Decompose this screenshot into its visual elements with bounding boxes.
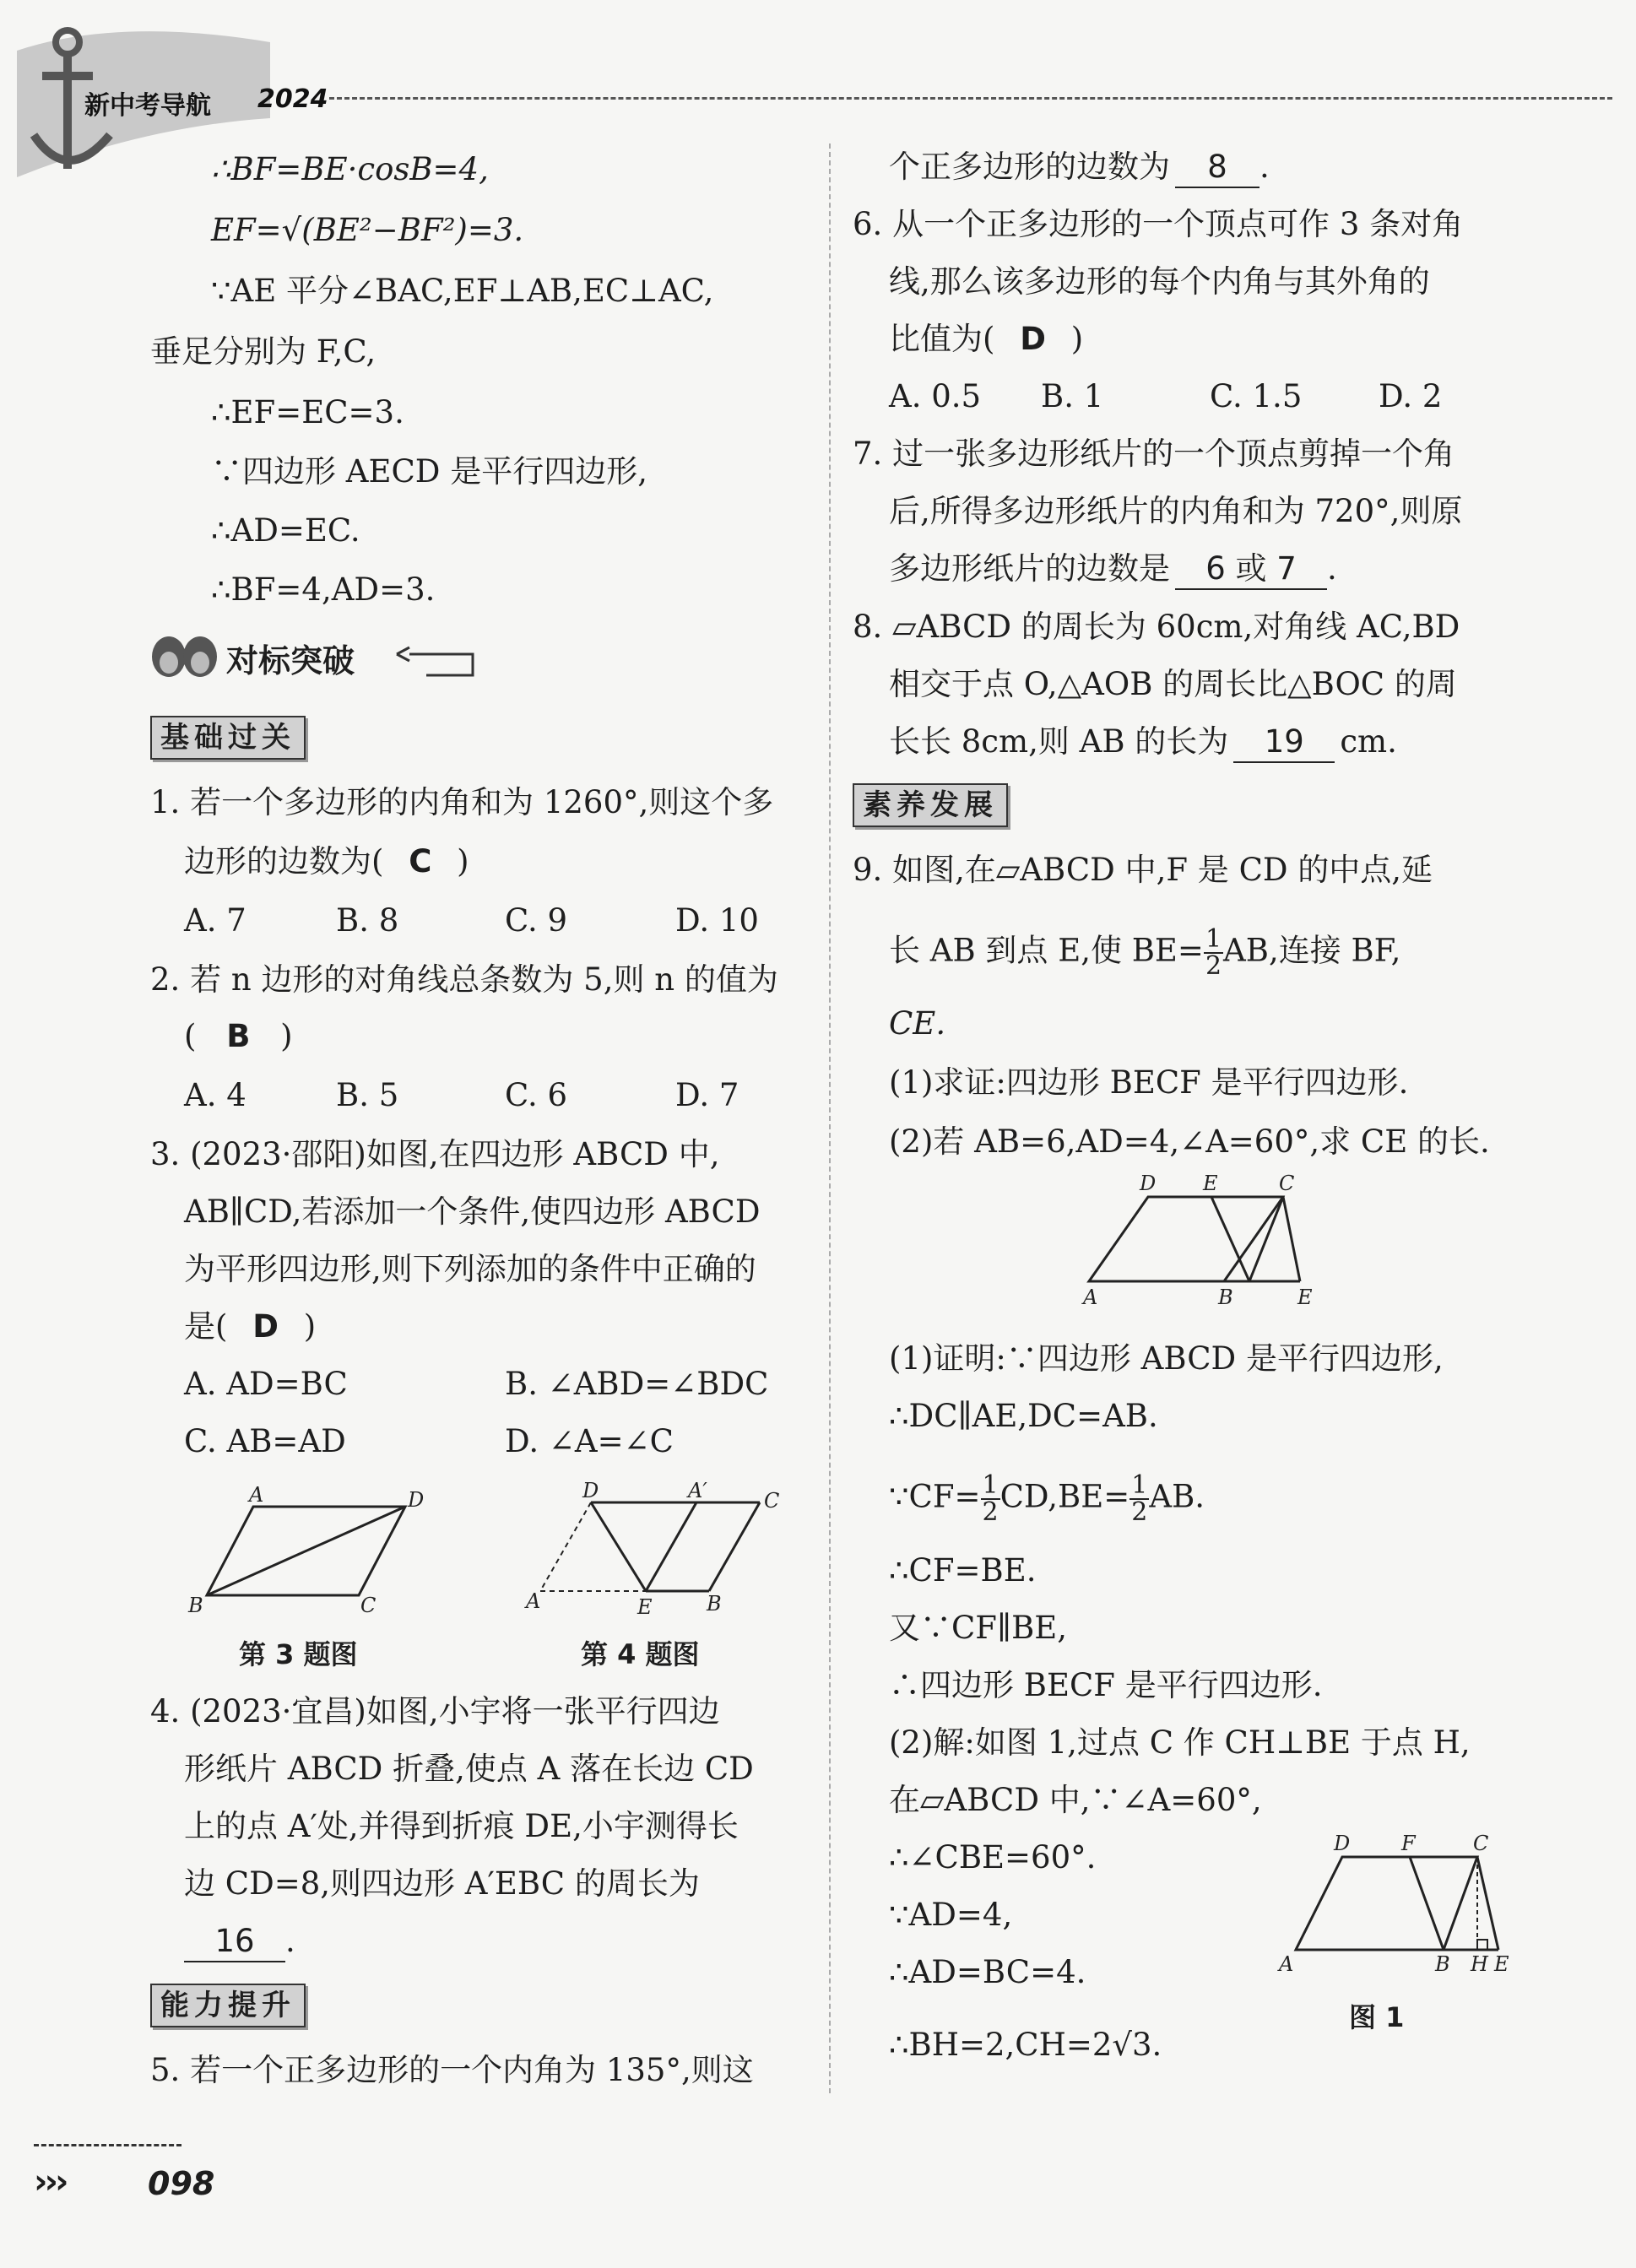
fig3-label: D	[408, 1488, 425, 1512]
page-number: 098	[148, 2165, 215, 2202]
q6-option: D. 2	[1379, 378, 1443, 414]
q5-stem	[889, 148, 1270, 188]
q7-answer: 6 或 7	[1175, 549, 1327, 590]
q4-end: .	[285, 1923, 295, 1959]
fig4-label: E	[637, 1595, 653, 1619]
fig4-label: D	[582, 1479, 599, 1502]
q6-stem	[889, 320, 1083, 359]
fig4-label: A′	[688, 1479, 707, 1502]
fig1-label: A	[1279, 1952, 1294, 1975]
sol-text: CD,BE=	[999, 1478, 1130, 1515]
q8-stem: 8. ▱ABCD 的周长为 60cm,对角线 AC,BD	[853, 609, 1460, 645]
q1-stem	[184, 842, 469, 881]
book-year: 2024	[257, 84, 328, 114]
q6-option: C. 1.5	[1210, 378, 1303, 414]
q4-answer-line	[184, 1922, 295, 1962]
q3-option: D. ∠A=∠C	[505, 1423, 674, 1459]
q5-stem-text: 个正多边形的边数为	[889, 149, 1170, 185]
q3-stem: AB∥CD,若添加一个条件,使四边形 ABCD	[184, 1194, 761, 1230]
q9-stem	[889, 924, 1401, 981]
solution-line: ∴CF=BE.	[889, 1552, 1037, 1589]
q5-end: .	[1260, 149, 1270, 185]
q2-stem: 2. 若 n 边形的对角线总条数为 5,则 n 的值为	[150, 961, 778, 998]
q9-stem: 9. 如图,在▱ABCD 中,F 是 CD 的中点,延	[853, 852, 1433, 888]
fig1-label: B	[1435, 1952, 1450, 1975]
q6-close: )	[1070, 321, 1084, 357]
binoculars-icon	[148, 625, 224, 684]
q2-option: A. 4	[184, 1077, 246, 1113]
solution-line: 又∵CF∥BE,	[889, 1610, 1068, 1646]
q1-option: A. 7	[184, 902, 246, 939]
solution-line: ∴BH=2,CH=2√3.	[889, 2027, 1162, 2063]
text-line: ∴AD=EC.	[211, 512, 360, 549]
fig1-label: D	[1334, 1832, 1351, 1855]
fig9-label: D	[1140, 1173, 1157, 1195]
q3-option: A. AD=BC	[184, 1366, 348, 1402]
q3-answer: D	[252, 1308, 279, 1345]
text-line: ∵四边形 AECD 是平行四边形,	[211, 453, 647, 490]
fig1-label: E	[1494, 1952, 1509, 1975]
fig9-label: A	[1083, 1286, 1098, 1309]
fig1-label: F	[1401, 1832, 1416, 1855]
q4-stem: 上的点 A′处,并得到折痕 DE,小宇测得长	[184, 1808, 739, 1844]
tag-basic: 基础过关	[150, 716, 306, 760]
fraction-half	[1204, 924, 1223, 981]
solution-line: ∴AD=BC=4.	[889, 1954, 1086, 1990]
frac-num: 1	[1205, 924, 1222, 954]
fraction-half	[981, 1470, 1000, 1527]
fig3-caption: 第 3 题图	[239, 1638, 358, 1670]
q5-stem: 5. 若一个正多边形的一个内角为 135°,则这	[150, 2052, 754, 2088]
q7-stem: 7. 过一张多边形纸片的一个顶点剪掉一个角	[853, 436, 1455, 472]
figure-q4	[519, 1477, 789, 1621]
q7-stem	[889, 549, 1337, 590]
q9-stem-text: AB,连接 BF,	[1223, 932, 1401, 969]
arrow-bracket-icon	[393, 637, 477, 679]
text-line: EF=√(BE²−BF²)=3.	[211, 212, 524, 248]
text-line: 垂足分别为 F,C,	[150, 333, 376, 370]
fig9-label: E	[1203, 1173, 1218, 1195]
text-line: ∴BF=BE·cosB=4,	[211, 151, 489, 187]
text-line: ∴EF=EC=3.	[211, 394, 404, 430]
fig4-label: C	[764, 1489, 780, 1513]
q1-close: )	[457, 843, 469, 880]
q2-option: D. 7	[675, 1077, 739, 1113]
solution-line: 在▱ABCD 中,∵∠A=60°,	[889, 1782, 1262, 1818]
q8-stem: 相交于点 O,△AOB 的周长比△BOC 的周	[889, 666, 1457, 702]
q7-stem: 后,所得多边形纸片的内角和为 720°,则原	[889, 493, 1463, 529]
q2-stem	[184, 1017, 293, 1056]
q3-option: C. AB=AD	[184, 1423, 346, 1459]
q2-answer: B	[226, 1018, 251, 1054]
q8-stem	[889, 723, 1397, 763]
q9-part2: (2)若 AB=6,AD=4,∠A=60°,求 CE 的长.	[889, 1123, 1490, 1160]
solution-line: (1)证明:∵四边形 ABCD 是平行四边形,	[889, 1340, 1444, 1377]
fig4-caption: 第 4 题图	[581, 1638, 700, 1670]
q8-end: cm.	[1340, 723, 1397, 760]
sol-text: AB.	[1149, 1478, 1205, 1515]
q3-stem	[184, 1307, 316, 1346]
q6-option: A. 0.5	[889, 378, 982, 414]
q8-answer: 19	[1233, 723, 1335, 763]
frac-den: 2	[1205, 951, 1222, 981]
tag-ability: 能力提升	[150, 1984, 306, 2027]
q1-option: C. 9	[505, 902, 568, 939]
q6-answer: D	[1020, 321, 1046, 357]
column-divider	[829, 143, 831, 2093]
solution-line: ∴四边形 BECF 是平行四边形.	[889, 1667, 1323, 1703]
frac-num: 1	[982, 1470, 999, 1500]
q3-option: B. ∠ABD=∠BDC	[505, 1366, 769, 1402]
q3-stem-text: 是(	[184, 1308, 228, 1345]
fig1-label: H	[1471, 1952, 1488, 1975]
frac-den: 2	[982, 1497, 999, 1527]
q6-option: B. 1	[1041, 378, 1104, 414]
footer-dashes	[34, 2144, 181, 2146]
section-title: 对标突破	[226, 642, 355, 679]
fig9-label: B	[1218, 1286, 1233, 1309]
q8-stem-text: 长长 8cm,则 AB 的长为	[889, 723, 1229, 760]
q3-stem: 3. (2023·邵阳)如图,在四边形 ABCD 中,	[150, 1136, 720, 1172]
q1-option: D. 10	[675, 902, 759, 939]
fig1-caption: 图 1	[1349, 2001, 1405, 2033]
q2-option: C. 6	[505, 1077, 568, 1113]
q2-close: )	[280, 1018, 293, 1054]
q5-answer: 8	[1175, 148, 1260, 188]
q1-stem-text: 边形的边数为(	[184, 843, 384, 880]
q7-end: .	[1327, 550, 1337, 587]
sol-text: ∵CF=	[889, 1478, 981, 1515]
q4-stem: 形纸片 ABCD 折叠,使点 A 落在长边 CD	[184, 1751, 754, 1787]
page-arrows-icon: ›››	[34, 2162, 66, 2201]
q4-stem: 边 CD=8,则四边形 A′EBC 的周长为	[184, 1865, 700, 1902]
fig3-label: A	[249, 1483, 264, 1507]
text-line: ∵AE 平分∠BAC,EF⊥AB,EC⊥AC,	[211, 273, 714, 309]
solution-line	[889, 1470, 1205, 1527]
solution-line: (2)解:如图 1,过点 C 作 CH⊥BE 于点 H,	[889, 1724, 1471, 1761]
figure-q3	[181, 1481, 443, 1616]
figure-q9	[1076, 1173, 1330, 1317]
fig4-label: B	[707, 1592, 722, 1616]
solution-line: ∵AD=4,	[889, 1897, 1013, 1933]
tag-literacy: 素养发展	[853, 783, 1008, 827]
fig3-label: C	[360, 1594, 376, 1616]
q9-part1: (1)求证:四边形 BECF 是平行四边形.	[889, 1064, 1409, 1101]
q6-stem-text: 比值为(	[889, 321, 995, 357]
q6-stem: 6. 从一个正多边形的一个顶点可作 3 条对角	[853, 206, 1464, 242]
q9-stem-text: 长 AB 到点 E,使 BE=	[889, 932, 1204, 969]
q3-close: )	[303, 1308, 317, 1345]
fraction-half	[1129, 1470, 1149, 1527]
solution-line: ∴∠CBE=60°.	[889, 1839, 1097, 1876]
q2-open: (	[184, 1018, 197, 1054]
text-line: ∴BF=4,AD=3.	[211, 571, 436, 608]
q1-stem: 1. 若一个多边形的内角和为 1260°,则这个多	[150, 784, 774, 820]
fig4-label: A	[526, 1589, 541, 1613]
frac-num: 1	[1131, 1470, 1148, 1500]
frac-den: 2	[1131, 1497, 1148, 1527]
fig1-label: C	[1473, 1832, 1489, 1855]
q1-answer: C	[409, 843, 432, 880]
figure-1	[1270, 1832, 1524, 1975]
fig9-label: C	[1279, 1173, 1295, 1195]
header-dashed-rule	[329, 97, 1612, 100]
book-title: 新中考导航	[84, 91, 211, 121]
q7-stem-text: 多边形纸片的边数是	[889, 550, 1170, 587]
q4-answer: 16	[184, 1922, 285, 1962]
q2-option: B. 5	[336, 1077, 399, 1113]
solution-line: ∴DC∥AE,DC=AB.	[889, 1398, 1158, 1434]
q3-stem: 为平形四边形,则下列添加的条件中正确的	[184, 1251, 756, 1287]
q6-stem: 线,那么该多边形的每个内角与其外角的	[889, 263, 1430, 300]
fig3-label: B	[188, 1594, 203, 1616]
fig9-label: E	[1297, 1286, 1313, 1309]
q1-option: B. 8	[336, 902, 399, 939]
q9-stem: CE.	[889, 1005, 946, 1042]
q4-stem: 4. (2023·宜昌)如图,小宇将一张平行四边	[150, 1693, 720, 1729]
